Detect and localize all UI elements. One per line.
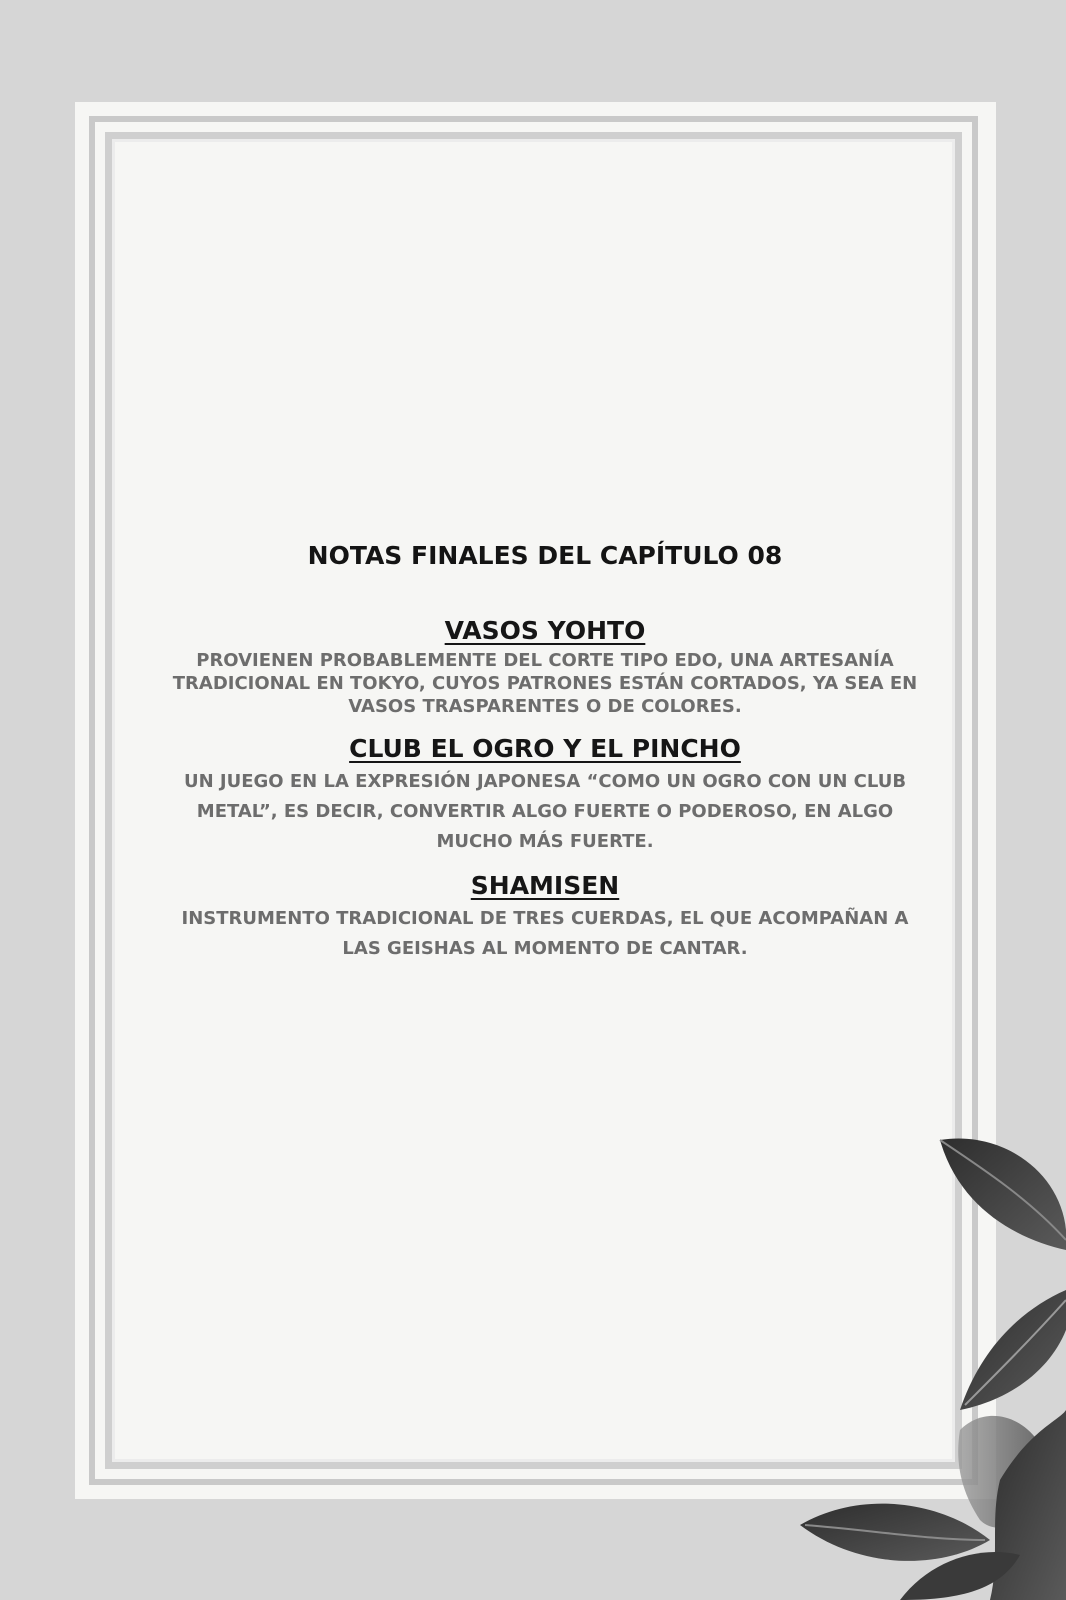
note-text: UN JUEGO EN LA EXPRESIÓN JAPONESA “COMO UN OGRO CON UN CLUB METAL”, ES DECIR, CONVERTIR ALGO FUERTE O PODEROSO, EN ALGO MUCHO MÁS FUERTE. [183, 771, 907, 852]
note-heading: SHAMISEN [470, 871, 620, 900]
note-section-vasos-yohto [150, 616, 940, 718]
notes-content [150, 535, 940, 964]
note-section-shamisen [150, 871, 940, 964]
note-heading: VASOS YOHTO [444, 616, 646, 645]
note-section-club-el-ogro [150, 734, 940, 857]
page-title: NOTAS FINALES DEL CAPÍTULO 08 [307, 541, 783, 570]
note-heading: CLUB EL OGRO Y EL PINCHO [349, 734, 741, 763]
note-text: PROVIENEN PROBABLEMENTE DEL CORTE TIPO EDO, UNA ARTESANÍA TRADICIONAL EN TOKYO, CUYOS PATRONES ESTÁN CORTADOS, YA SEA EN VASOS TRASPARENTES O DE COLORES. [172, 650, 918, 717]
note-text: INSTRUMENTO TRADICIONAL DE TRES CUERDAS, EL QUE ACOMPAÑAN A LAS GEISHAS AL MOMENTO DE CANTAR. [181, 908, 909, 959]
